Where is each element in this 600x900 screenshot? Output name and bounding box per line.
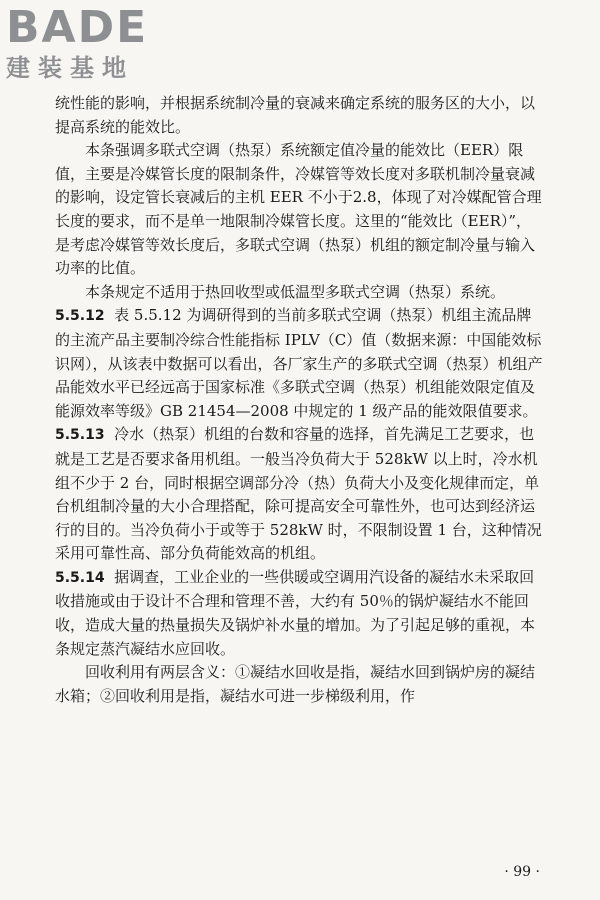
paragraph-text: 统性能的影响，并根据系统制冷量的衰减来确定系统的服务区的大小，以提高系统的能效比。	[55, 94, 536, 136]
clause-5-5-12	[55, 304, 545, 423]
paragraph-text: 据调查，工业企业的一些供暖或空调用汽设备的凝结水未采取回收措施或由于设计不合理和管理不善，大约有 50％的锅炉凝结水不能回收，造成大量的热量损失及锅炉补水量的增加。为了引起足够的重视，本条规定蒸汽凝结水应回收。	[55, 567, 536, 658]
paragraph-text: 本条规定不适用于热回收型或低温型多联式空调（热泵）系统。	[85, 282, 506, 301]
paragraph-text: 回收利用有两层含义：①凝结水回收是指，凝结水回到锅炉房的凝结水箱；②回收利用是指，凝结水可进一步梯级利用，作	[55, 663, 536, 705]
paragraph-exclusion	[55, 281, 545, 305]
logo-wordmark: BADE	[6, 2, 149, 53]
clause-number: 5.5.13	[55, 427, 105, 444]
page-number: · 99 ·	[504, 864, 540, 880]
paragraph-text: 本条强调多联式空调（热泵）系统额定值冷量的能效比（EER）限值，主要是冷媒管长度的限制条件，冷媒管等效长度对多联机制冷量衰减的影响，设定管长衰减后的主机 EER 不小于2.8，体现了对冷媒配管合理长度的要求，而不是单一地限制冷媒管长度。这里的“能效比（EER）”，是考虑冷媒管等效长度后，多联式空调（热泵）机组的额定制冷量与输入功率的比值。	[55, 141, 542, 278]
document-body	[55, 92, 545, 708]
logo-subtitle: 建装基地	[6, 54, 134, 82]
paragraph-text: 表 5.5.12 为调研得到的当前多联式空调（热泵）机组主流品牌的主流产品主要制冷综合性能指标 IPLV（C）值（数据来源：中国能效标识网），从该表中数据可以看出，各厂家生产的多联式空调（热泵）机组产品能效水平已经远高于国家标准《多联式空调（热泵）机组能效限定值及能源效率等级》GB 21454—2008 中规定的 1 级产品的能效限值要求。	[55, 306, 543, 420]
paragraph-recovery-meaning	[55, 661, 545, 708]
paragraph-continuation	[55, 92, 545, 139]
clause-5-5-13	[55, 423, 545, 566]
site-logo	[6, 4, 176, 82]
paragraph-eer-limit	[55, 139, 545, 281]
clause-5-5-14	[55, 566, 545, 661]
paragraph-text: 冷水（热泵）机组的台数和容量的选择，首先满足工艺要求，也就是工艺是否要求备用机组。一般当冷负荷大于 528kW 以上时，冷水机组不少于 2 台，同时根据空调部分冷（热）负荷大小及变化规律而定，单台机组制冷量的大小合理搭配，除可提高安全可靠性外，也可达到经济运行的目的。当冷负荷小于或等于 528kW 时，不限制设置 1 台，这种情况采用可靠性高、部分负荷能效高的机组。	[55, 425, 542, 563]
clause-number: 5.5.14	[55, 569, 105, 586]
clause-number: 5.5.12	[55, 308, 105, 325]
